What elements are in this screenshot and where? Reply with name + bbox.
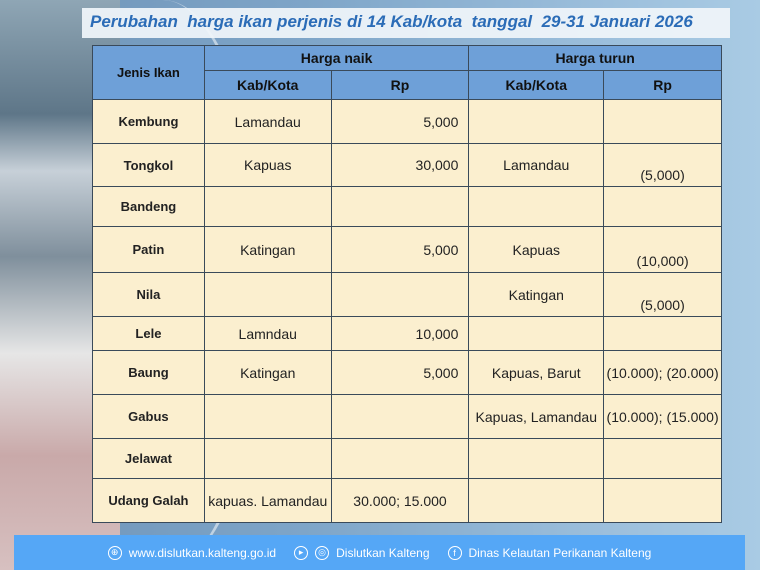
- cell-fish: Gabus: [93, 395, 205, 439]
- cell-turun-kab: [469, 439, 604, 479]
- cell-naik-rp: [331, 439, 469, 479]
- table-row: [93, 100, 722, 144]
- cell-naik-kab: [204, 273, 331, 317]
- youtube-icon: ▸: [294, 546, 308, 560]
- facebook-icon: f: [448, 546, 462, 560]
- cell-naik-kab: [204, 395, 331, 439]
- header-naik-kab: Kab/Kota: [204, 71, 331, 100]
- cell-naik-rp: 30,000: [331, 144, 469, 187]
- cell-naik-kab: [204, 439, 331, 479]
- cell-naik-rp: 5,000: [331, 100, 469, 144]
- header-jenis-ikan: Jenis Ikan: [93, 46, 205, 100]
- cell-turun-kab: Kapuas, Barut: [469, 351, 604, 395]
- title-bar: [82, 8, 730, 38]
- table-row: [93, 227, 722, 273]
- globe-icon: ⊕: [108, 546, 122, 560]
- table-row: [93, 351, 722, 395]
- website-link[interactable]: www.dislutkan.kalteng.go.id: [128, 545, 277, 560]
- cell-turun-kab: Lamandau: [469, 144, 604, 187]
- header-turun-rp: Rp: [604, 71, 722, 100]
- cell-naik-rp: 5,000: [331, 227, 469, 273]
- cell-naik-kab: [204, 187, 331, 227]
- cell-naik-kab: Kapuas: [204, 144, 331, 187]
- cell-turun-rp: (10.000); (20.000): [604, 351, 722, 395]
- cell-turun-rp: [604, 187, 722, 227]
- cell-turun-rp: [604, 317, 722, 351]
- cell-naik-rp: 10,000: [331, 317, 469, 351]
- cell-fish: Udang Galah: [93, 479, 205, 523]
- cell-fish: Baung: [93, 351, 205, 395]
- header-naik-rp: Rp: [331, 71, 469, 100]
- cell-naik-rp: [331, 395, 469, 439]
- cell-naik-kab: Lamndau: [204, 317, 331, 351]
- table-row: [93, 395, 722, 439]
- cell-fish: Nila: [93, 273, 205, 317]
- cell-turun-rp: (10,000): [604, 227, 722, 273]
- cell-turun-kab: Kapuas, Lamandau: [469, 395, 604, 439]
- cell-turun-rp: [604, 439, 722, 479]
- cell-turun-kab: [469, 187, 604, 227]
- table-row: [93, 439, 722, 479]
- header-harga-naik: Harga naik: [204, 46, 469, 71]
- header-turun-kab: Kab/Kota: [469, 71, 604, 100]
- cell-fish: Jelawat: [93, 439, 205, 479]
- table-row: [93, 479, 722, 523]
- cell-naik-kab: Katingan: [204, 227, 331, 273]
- cell-fish: Lele: [93, 317, 205, 351]
- table-row: [93, 144, 722, 187]
- cell-fish: Patin: [93, 227, 205, 273]
- cell-turun-rp: (5,000): [604, 144, 722, 187]
- cell-fish: Kembung: [93, 100, 205, 144]
- cell-turun-rp: [604, 100, 722, 144]
- cell-naik-kab: kapuas. Lamandau: [204, 479, 331, 523]
- price-change-table: [92, 45, 722, 523]
- cell-naik-kab: Katingan: [204, 351, 331, 395]
- cell-turun-rp: (5,000): [604, 273, 722, 317]
- cell-naik-rp: 30.000; 15.000: [331, 479, 469, 523]
- cell-turun-rp: [604, 479, 722, 523]
- cell-turun-kab: Katingan: [469, 273, 604, 317]
- table-row: [93, 273, 722, 317]
- instagram-icon: ◎: [315, 546, 329, 560]
- cell-fish: Bandeng: [93, 187, 205, 227]
- footer: [14, 535, 745, 570]
- cell-naik-rp: [331, 187, 469, 227]
- cell-naik-rp: [331, 273, 469, 317]
- social-handle[interactable]: Dislutkan Kalteng: [336, 545, 430, 560]
- table-row: [93, 187, 722, 227]
- cell-fish: Tongkol: [93, 144, 205, 187]
- cell-turun-kab: [469, 317, 604, 351]
- cell-naik-kab: Lamandau: [204, 100, 331, 144]
- header-harga-turun: Harga turun: [469, 46, 722, 71]
- cell-turun-rp: (10.000); (15.000): [604, 395, 722, 439]
- table-row: [93, 317, 722, 351]
- cell-naik-rp: 5,000: [331, 351, 469, 395]
- cell-turun-kab: Kapuas: [469, 227, 604, 273]
- facebook-page[interactable]: Dinas Kelautan Perikanan Kalteng: [468, 545, 652, 560]
- cell-turun-kab: [469, 100, 604, 144]
- cell-turun-kab: [469, 479, 604, 523]
- page-title: Perubahan harga ikan perjenis di 14 Kab/kota tanggal 29-31 Januari 2026: [90, 12, 693, 31]
